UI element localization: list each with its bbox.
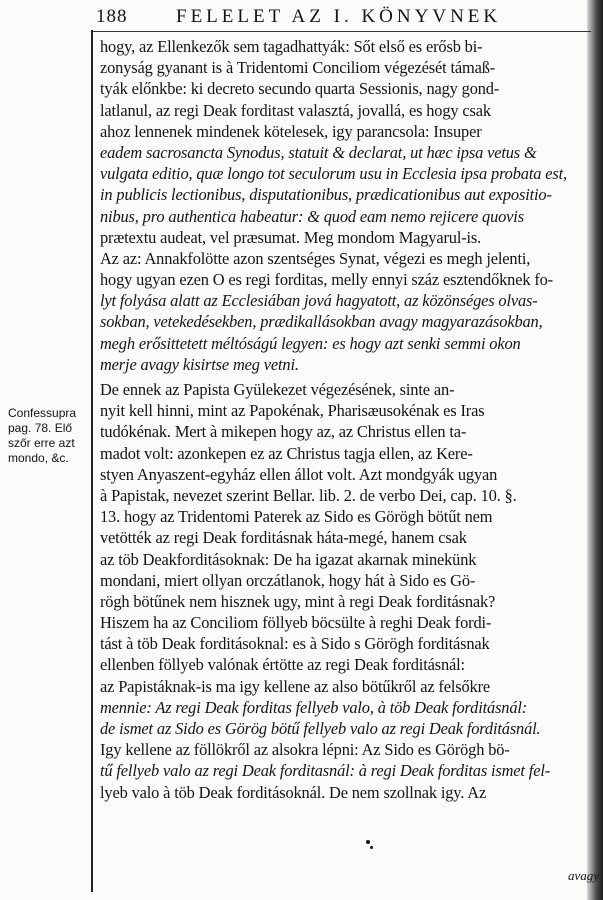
text-line: merje avagy kisirtse meg vetni. (100, 354, 299, 374)
text-line: vetötték az regi Deak forditásnak háta-megé, hanem csak (100, 528, 467, 548)
text-line: rögh bötűnek nem hisznek ugy, mint à regi Deak forditásnak? (100, 591, 496, 611)
text-line: az Papistáknak-is ma igy kellene az also bötűkről az felsőkre (100, 676, 491, 696)
catchword: avagy (567, 868, 599, 883)
text-line: megh erősittetett méltóságú legyen: es hogy azt senki semmi okon (100, 333, 521, 353)
header-rule (91, 31, 591, 32)
text-line: styen Anyaszent-egyház ellen állot volt. Azt mondgyák ugyan (100, 464, 498, 484)
margin-note-line: pag. 78. Elő (8, 421, 73, 435)
text-line: tudókénak. Mert à mikepen hogy az, az Christus ellen ta- (100, 422, 467, 442)
text-line: de ismet az Sido es Görög bötű fellyeb valo az regi Deak forditásnál. (100, 719, 541, 738)
text-line: lyeb valo à töb Deak forditásoknál. De nem szollnak igy. Az (100, 782, 487, 802)
text-line: zonyság gyanant is à Tridentomi Conciliom végezését támaß- (100, 58, 496, 78)
running-title: FELELET AZ I. KÖNYVNEK (176, 6, 502, 27)
text-line: eadem sacrosancta Synodus, statuit & declarat, ut hæc ipsa vetus & (100, 142, 537, 162)
text-line: vulgata editio, quæ longo tot seculorum usu in Ecclesia ipsa probata est, (100, 164, 567, 184)
text-line: mennie: Az regi Deak forditas fellyeb valo, à töb Deak forditásnál: (100, 697, 528, 717)
text-line: az töb Deakforditásoknak: De ha igazat akarnak minekünk (100, 549, 477, 569)
ink-blot-mark (370, 846, 373, 849)
text-line: lyt folyása alatt az Ecclesiában jová hagyatott, az közönséges olvas- (100, 291, 538, 311)
text-line: Igy kellene az föllökről az alsokra lépni: Az Sido es Görögh bö- (100, 740, 510, 760)
text-line: hogy, az Ellenkezők sem tagadhattyák: Sőt első es erősb bi- (100, 37, 483, 56)
page-header (96, 6, 596, 34)
text-line: De ennek az Papista Gyülekezet végezésének, sinte an- (100, 380, 455, 399)
text-line: nyit kell hinni, mint az Papokénak, Pharisæusokénak es Iras (100, 401, 485, 421)
margin-note (8, 406, 92, 466)
text-line: sokban, vetekedésekben, prædikallásokban avagy magyarazásokban, (100, 312, 543, 332)
text-line: 13. hogy az Tridentomi Paterek az Sido es Görögh bötűt nem (100, 507, 493, 527)
text-line: Hiszem ha az Conciliom föllyeb böcsülte à reghi Deak fordi- (100, 613, 492, 633)
text-line: à Papistak, nevezet szerint Bellar. lib. 2. de verbo Dei, cap. 10. §. (100, 485, 517, 505)
text-line: Az az: Annakfolötte azon szentséges Synat, végezi es megh jelenti, (100, 248, 531, 268)
page-number: 188 (96, 6, 128, 27)
margin-note-line: mondo, &c. (8, 451, 69, 465)
text-line: nibus, pro authentica habeatur: & quod eam nemo rejicere quovis (100, 206, 524, 226)
text-line: prætextu audeat, vel præsumat. Meg mondom Magyarul-is. (100, 227, 482, 247)
text-line: latlanul, az regi Deak forditast valasztá, jovallá, es hogy csak (100, 100, 491, 120)
text-line: ahoz lennenek mindenek kötelesek, igy parancsola: Insuper (100, 121, 482, 141)
text-line: mondani, miert ollyan orczátlanok, hogy hát à Sido es Gö- (100, 570, 476, 590)
margin-note-line: szőr erre azt (8, 436, 75, 450)
text-line: ellenben föllyeb valónak értötte az regi Deak forditásnál: (100, 655, 465, 675)
text-line: in publicis lectionibus, disputationibus, prædicationibus aut expositio- (100, 185, 552, 205)
text-line: tyák előnkbe: ki decreto secundo quarta Sessionis, nagy gond- (100, 79, 500, 99)
text-line: tást à töb Deak forditásoknal: es à Sido s Görögh forditásnak (100, 634, 490, 654)
text-line: hogy ugyan ezen O es regi forditas, melly ennyi száz esztendőknek fo- (100, 270, 553, 290)
text-line: madot volt: azonkepen ez az Christus tagja ellen, az Kere- (100, 443, 473, 463)
margin-note-line: Confessupra (8, 406, 77, 420)
text-line: tű fellyeb valo az regi Deak forditasnál: à regi Deak forditas ismet fel- (100, 761, 551, 781)
ink-blot-mark (366, 840, 370, 844)
body-text (100, 36, 592, 803)
